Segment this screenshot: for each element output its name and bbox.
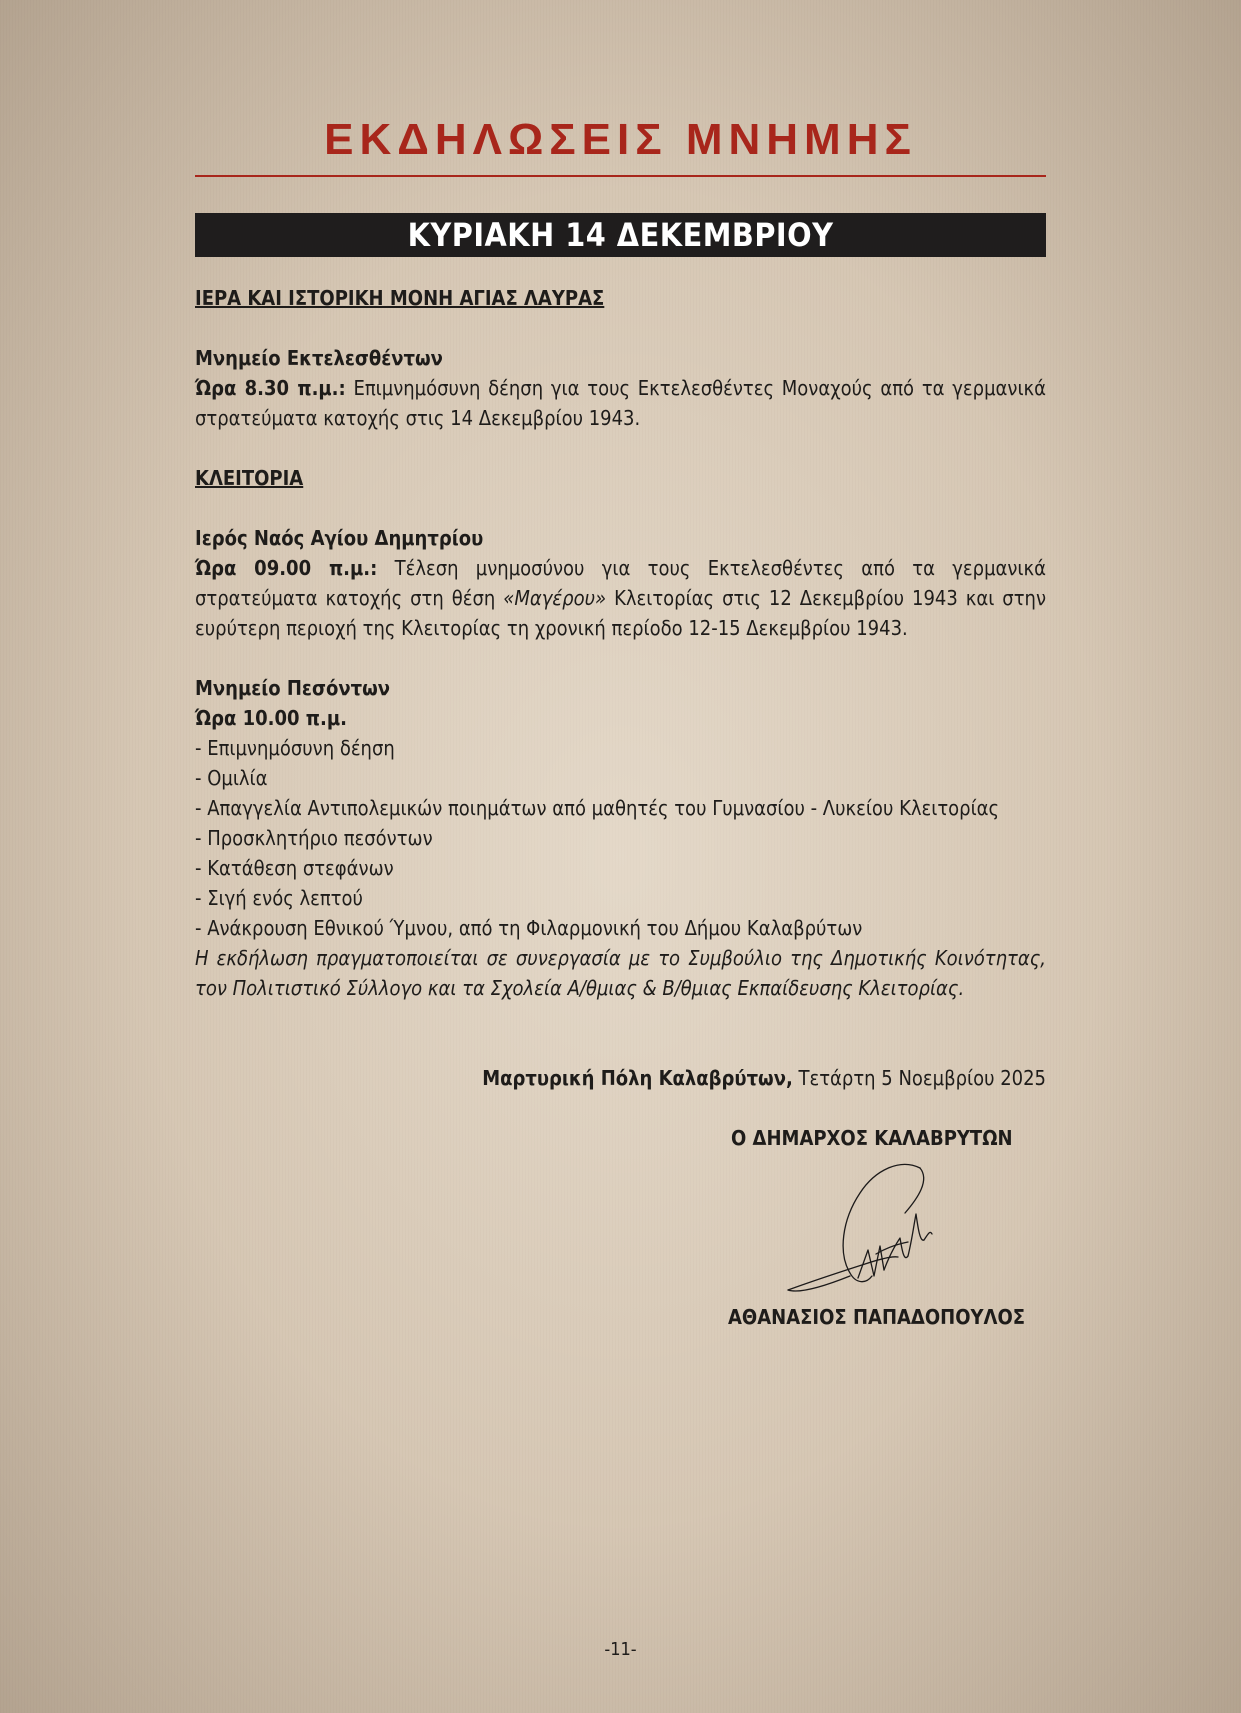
event-place: Μνημείο Πεσόντων — [195, 676, 390, 700]
dateline-city: Μαρτυρική Πόλη Καλαβρύτων, — [482, 1066, 793, 1090]
signatory-title: Ο ΔΗΜΑΡΧΟΣ ΚΑΛΑΒΡΥΤΩΝ — [731, 1126, 1013, 1150]
program-item: - Σιγή ενός λεπτού — [195, 886, 363, 910]
program-item: - Ομιλία — [195, 766, 268, 790]
event-time: Ώρα 09.00 π.μ.: — [195, 556, 378, 580]
program-item: - Ανάκρουση Εθνικού Ύμνου, από τη Φιλαρμονική του Δήμου Καλαβρύτων — [195, 916, 863, 940]
event-content — [195, 283, 1046, 1003]
title-divider — [195, 175, 1046, 177]
signatory-name: ΑΘΑΝΑΣΙΟΣ ΠΑΠΑΔΟΠΟΥΛΟΣ — [728, 1305, 1026, 1329]
event-description: Κλειτορίας στις 12 Δεκεμβρίου 1943 και στην ευρύτερη περιοχή της Κλειτορίας τη χρονική περίοδο 12-15 Δεκεμβρίου 1943. — [195, 586, 1046, 640]
event-description: Επιμνημόσυνη δέηση για τους Εκτελεσθέντες Μοναχούς από τα γερμανικά στρατεύματα κατοχής στις 14 Δεκεμβρίου 1943. — [195, 376, 1047, 430]
event-paragraph — [195, 553, 1046, 643]
event-paragraph — [195, 373, 1046, 433]
program-item: - Προσκλητήριο πεσόντων — [195, 826, 433, 850]
event-location-name: «Μαγέρου» — [503, 586, 607, 610]
program-item: - Επιμνημόσυνη δέηση — [195, 736, 395, 760]
venue-heading: ΚΛΕΙΤΟΡΙΑ — [195, 466, 304, 490]
signature-image — [780, 1158, 940, 1298]
program-item: - Κατάθεση στεφάνων — [195, 856, 394, 880]
dateline — [482, 1063, 1046, 1093]
event-time: Ώρα 10.00 π.μ. — [195, 706, 347, 730]
program-item: - Απαγγελία Αντιπολεμικών ποιημάτων από μαθητές του Γυμνασίου - Λυκείου Κλειτορίας — [195, 796, 1000, 820]
dateline-date: Τετάρτη 5 Νοεμβρίου 2025 — [798, 1066, 1046, 1090]
event-place: Μνημείο Εκτελεσθέντων — [195, 346, 443, 370]
event-description: Τέλεση μνημοσύνου για τους Εκτελεσθέντες από τα γερμανικά στρατεύματα κατοχής στη θέση — [195, 556, 1046, 610]
document-title: ΕΚΔΗΛΩΣΕΙΣ ΜΝΗΜΗΣ — [324, 115, 917, 164]
event-place: Ιερός Ναός Αγίου Δημητρίου — [195, 526, 484, 550]
collaboration-note: Η εκδήλωση πραγματοποιείται σε συνεργασία με το Συμβούλιο της Δημοτικής Κοινότητας, τον Πολιτιστικό Σύλλογο και τα Σχολεία Α/θμιας & Β/θμιας Εκπαίδευσης Κλειτορίας. — [195, 946, 1046, 1000]
venue-heading: ΙΕΡΑ ΚΑΙ ΙΣΤΟΡΙΚΗ ΜΟΝΗ ΑΓΙΑΣ ΛΑΥΡΑΣ — [195, 286, 605, 310]
page-number: -11- — [604, 1639, 637, 1660]
event-time: Ώρα 8.30 π.μ.: — [195, 376, 346, 400]
date-band: ΚΥΡΙΑΚΗ 14 ΔΕΚΕΜΒΡΙΟΥ — [195, 213, 1046, 257]
